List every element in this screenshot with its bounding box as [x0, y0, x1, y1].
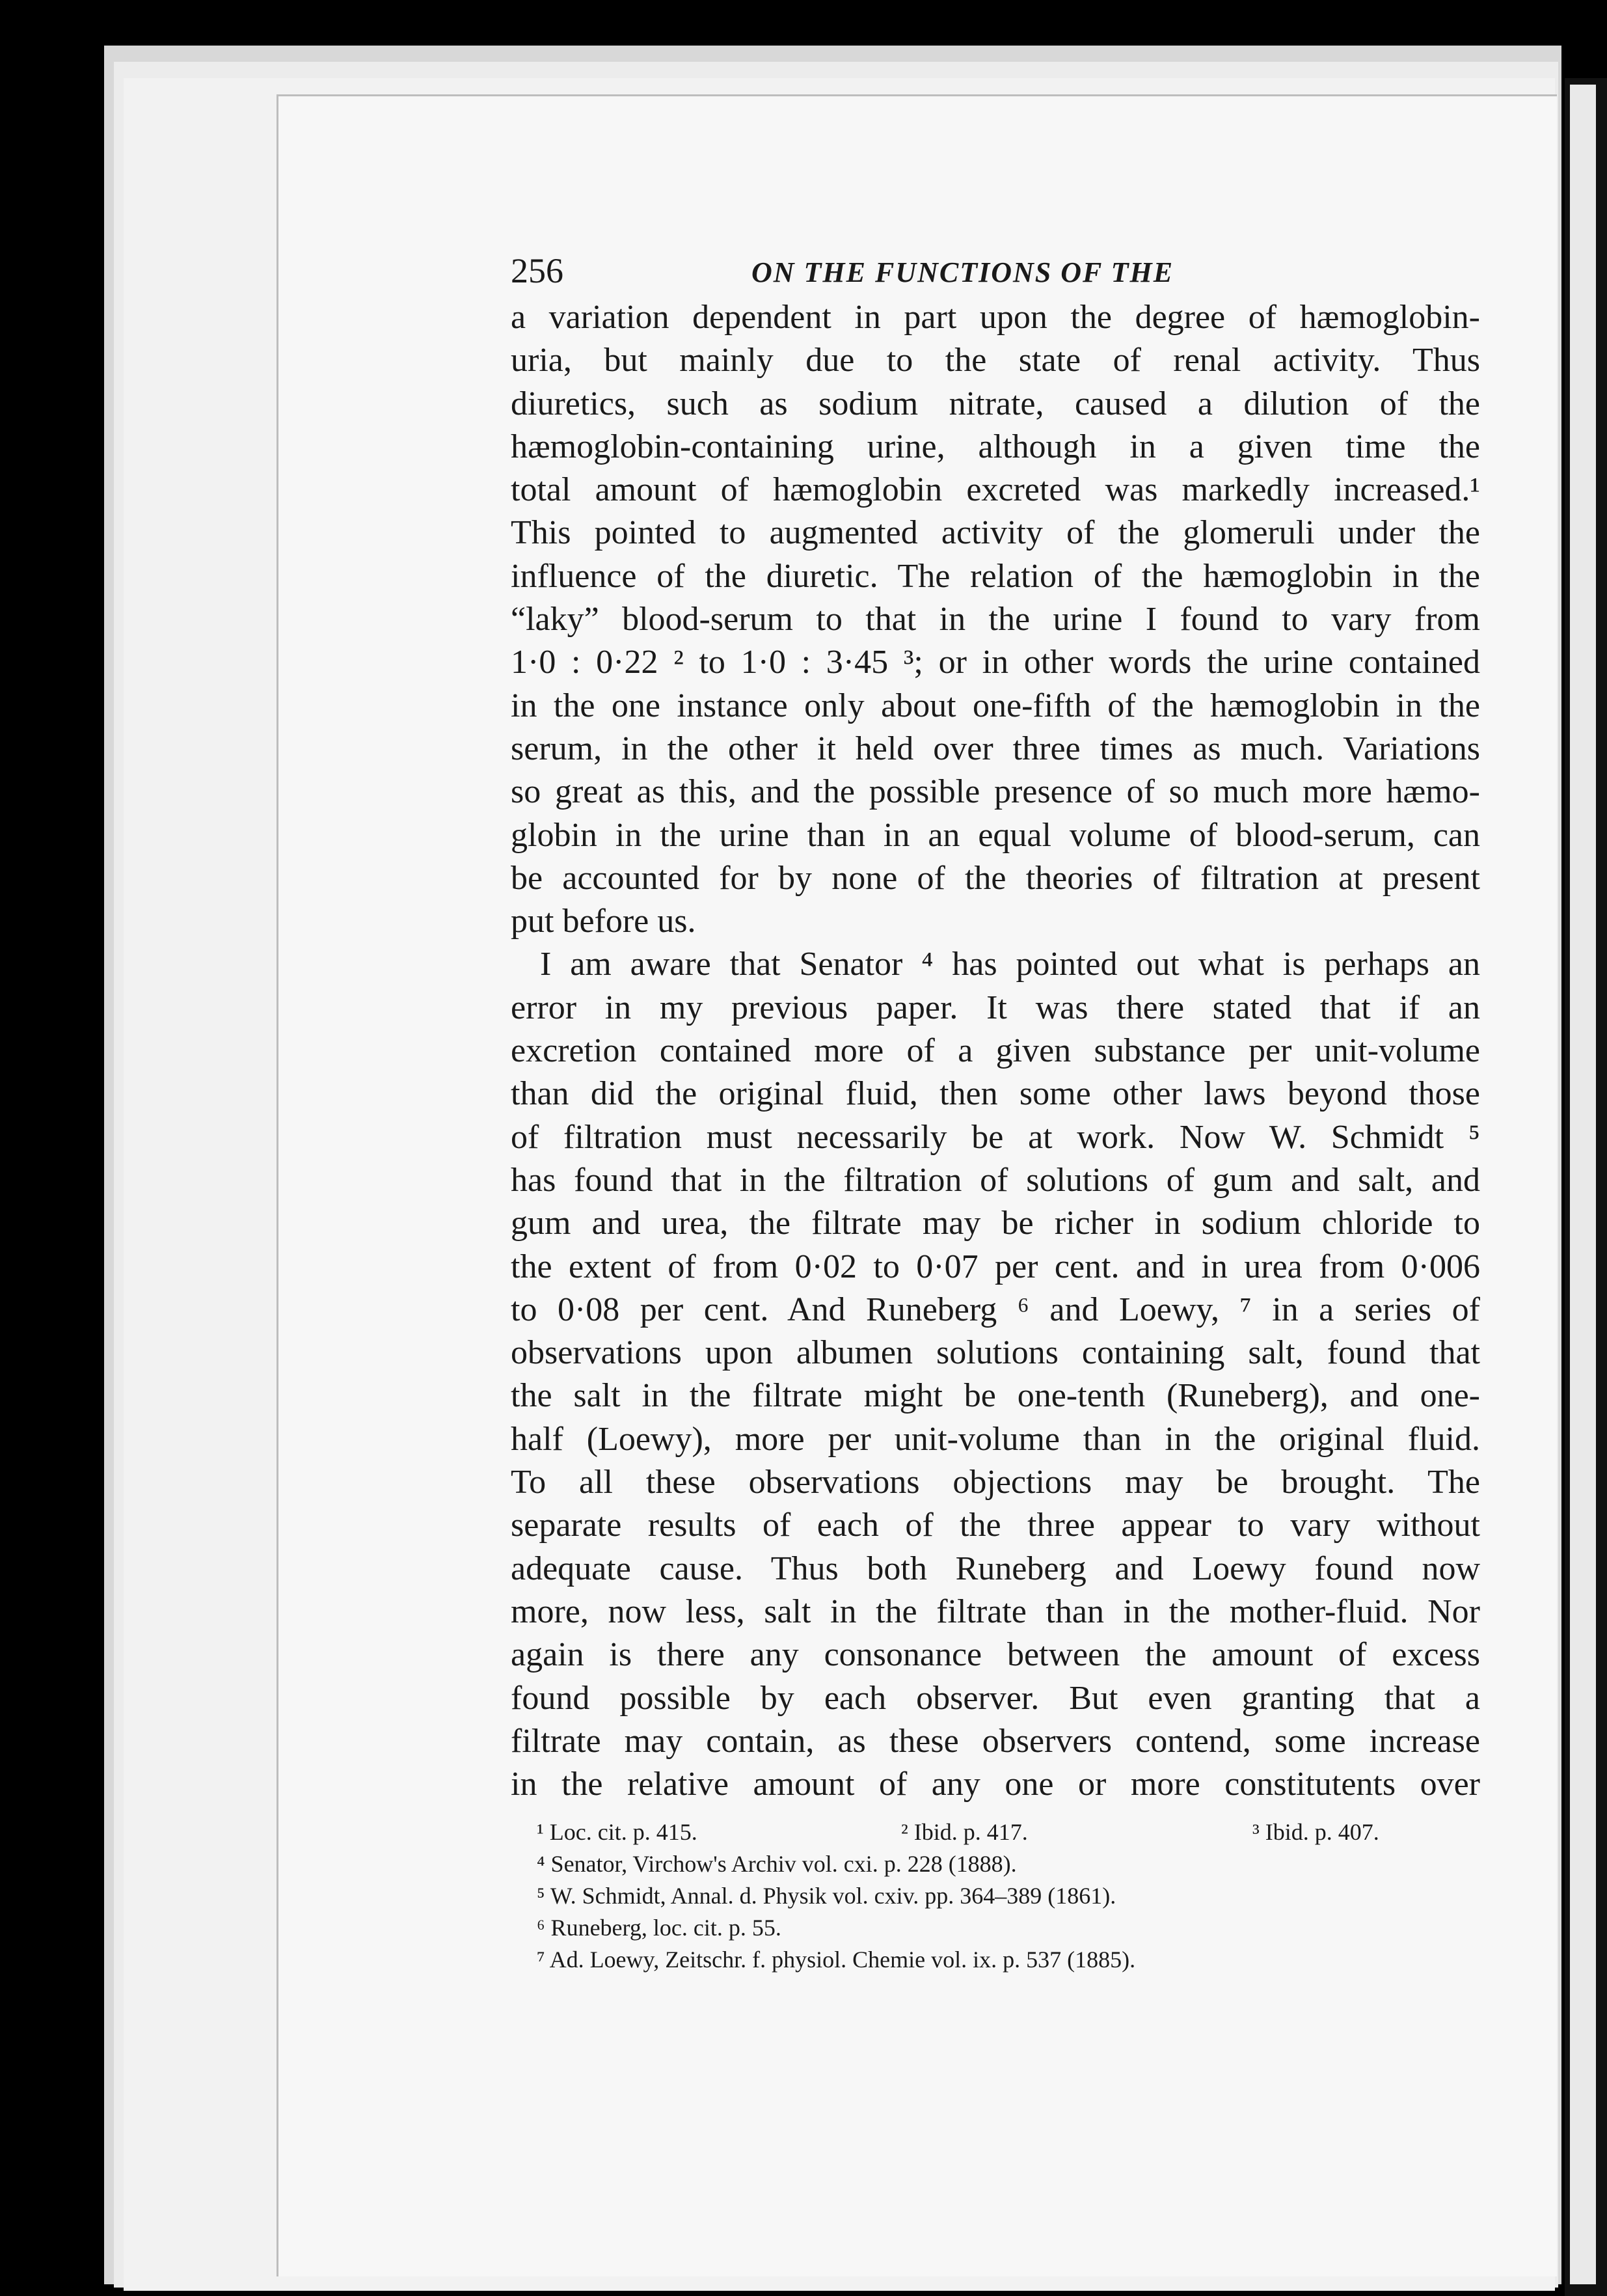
text-line: be accounted for by none of the theories of filtration at present — [511, 859, 1480, 897]
text-line: “laky” blood-serum to that in the urine I found to vary from — [511, 601, 1480, 638]
text-line: so great as this, and the possible presence of so much more hæmo- — [511, 773, 1480, 811]
paragraph-1 — [511, 296, 1480, 943]
text-line: 1·0 : 0·22 ² to 1·0 : 3·45 ³; or in other words the urine contained — [511, 644, 1480, 681]
text-line: in the relative amount of any one or more constitutents over — [511, 1766, 1480, 1803]
text-line: found possible by each observer. But even granting that a — [511, 1679, 1480, 1717]
text-line: a variation dependent in part upon the degree of hæmoglobin- — [511, 299, 1480, 336]
text-line: again is there any consonance between the amount of excess — [511, 1636, 1480, 1674]
text-line: of filtration must necessarily be at work. Now W. Schmidt ⁵ — [511, 1118, 1480, 1156]
footnote-1: ¹ Loc. cit. p. 415. — [537, 1819, 697, 1846]
adjacent-page-edge — [1565, 78, 1607, 2296]
text-line: the extent of from 0·02 to 0·07 per cent. and in urea from 0·006 — [511, 1248, 1480, 1285]
text-line: uria, but mainly due to the state of renal activity. Thus — [511, 342, 1480, 379]
text-line: excretion contained more of a given substance per unit-volume — [511, 1032, 1480, 1070]
text-line: than did the original fluid, then some other laws beyond those — [511, 1075, 1480, 1113]
text-line: hæmoglobin-containing urine, although in a given time the — [511, 428, 1480, 465]
footnote-6: ⁶ Runeberg, loc. cit. p. 55. — [537, 1915, 781, 1941]
text-line: gum and urea, the filtrate may be richer in sodium chloride to — [511, 1205, 1480, 1242]
text-line: half (Loewy), more per unit-volume than in the original fluid. — [511, 1420, 1480, 1458]
text-line: diuretics, such as sodium nitrate, caused a dilution of the — [511, 385, 1480, 422]
footnote-2: ² Ibid. p. 417. — [901, 1819, 1028, 1846]
text-line: error in my previous paper. It was there stated that if an — [511, 989, 1480, 1026]
text-line: total amount of hæmoglobin excreted was markedly increased.¹ — [511, 471, 1480, 509]
running-head — [511, 251, 1480, 296]
running-title: ON THE FUNCTIONS OF THE — [751, 256, 1174, 288]
text-line: adequate cause. Thus both Runeberg and Loewy found now — [511, 1550, 1480, 1587]
paragraph-2 — [511, 943, 1480, 1806]
text-line: put before us. — [511, 903, 696, 940]
footnote-4: ⁴ Senator, Virchow's Archiv vol. cxi. p. 228 (1888). — [537, 1851, 1017, 1878]
text-line: influence of the diuretic. The relation of the hæmoglobin in the — [511, 557, 1480, 595]
text-line: in the one instance only about one-fifth of the hæmoglobin in the — [511, 687, 1480, 724]
page-text — [511, 251, 1480, 1976]
text-line: the salt in the filtrate might be one-tenth (Runeberg), and one- — [511, 1377, 1480, 1415]
text-line: observations upon albumen solutions containing salt, found that — [511, 1334, 1480, 1372]
text-line: globin in the urine than in an equal volume of blood-serum, can — [511, 816, 1480, 854]
text-line: I am aware that Senator ⁴ has pointed out what is perhaps an — [540, 946, 1480, 983]
page-number: 256 — [511, 251, 563, 290]
footnote-3: ³ Ibid. p. 407. — [1252, 1819, 1379, 1846]
text-line: more, now less, salt in the filtrate than in the mother-fluid. Nor — [511, 1592, 1480, 1630]
text-line: separate results of each of the three appear to vary without — [511, 1507, 1480, 1544]
footnote-5: ⁵ W. Schmidt, Annal. d. Physik vol. cxiv. pp. 364–389 (1861). — [537, 1883, 1116, 1909]
text-line: To all these observations objections may be brought. The — [511, 1464, 1480, 1501]
text-line: to 0·08 per cent. And Runeberg ⁶ and Loewy, ⁷ in a series of — [511, 1291, 1480, 1328]
text-line: This pointed to augmented activity of the glomeruli under the — [511, 514, 1480, 552]
text-line: has found that in the filtration of solutions of gum and salt, and — [511, 1161, 1480, 1199]
footnotes — [511, 1816, 1480, 1976]
footnote-row — [537, 1816, 1480, 1848]
text-line: filtrate may contain, as these observers contend, some increase — [511, 1722, 1480, 1760]
text-line: serum, in the other it held over three times as much. Variations — [511, 730, 1480, 767]
footnote-7: ⁷ Ad. Loewy, Zeitschr. f. physiol. Chemie vol. ix. p. 537 (1885). — [537, 1947, 1136, 1973]
